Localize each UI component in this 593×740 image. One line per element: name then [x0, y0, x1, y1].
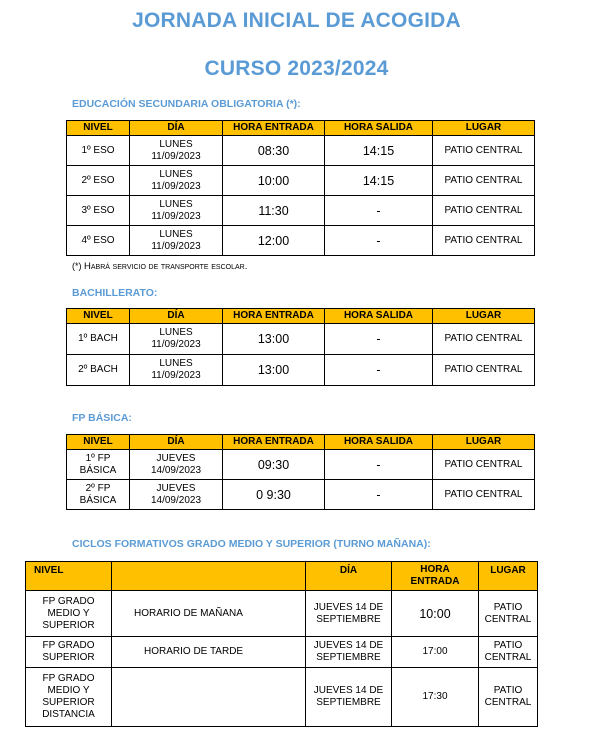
cell-nivel-line: SUPERIOR: [42, 619, 95, 631]
header-nivel: NIVEL: [67, 435, 130, 450]
cell-dia: [130, 324, 223, 355]
cell-salida: -: [325, 480, 433, 510]
cell-dia: [130, 196, 223, 226]
cell-nivel-line: FP GRADO: [42, 673, 95, 684]
cell-lugar: [479, 637, 538, 668]
cell-dia-date: 11/09/2023: [151, 180, 201, 192]
header-dia: DÍA: [130, 309, 223, 324]
cell-lugar-line: PATIO: [493, 685, 523, 696]
cell-salida: -: [325, 450, 433, 480]
section-heading-eso: EDUCACIÓN SECUNDARIA OBLIGATORIA (*):: [72, 98, 301, 110]
cell-horario: [112, 668, 306, 727]
cell-dia-weekday: LUNES: [159, 138, 193, 150]
cell-nivel: 1º BACH: [67, 324, 130, 355]
table-row: [67, 166, 535, 196]
cell-entrada: 0 9:30: [223, 480, 325, 510]
cell-nivel-line1: 2º FP: [85, 482, 111, 494]
header-dia: DÍA: [306, 562, 392, 591]
section-heading-bach: BACHILLERATO:: [72, 287, 158, 299]
section-heading-fpb: FP BÁSICA:: [72, 412, 132, 424]
cell-dia: [130, 450, 223, 480]
cell-dia-date: 11/09/2023: [151, 150, 201, 162]
header-nivel: NIVEL: [67, 121, 130, 136]
table-row: [26, 668, 538, 727]
cell-lugar: PATIO CENTRAL: [433, 480, 535, 510]
cell-nivel: [26, 668, 112, 727]
table-row: [67, 480, 535, 510]
cell-lugar: [479, 668, 538, 727]
cell-nivel-line1: 1º FP: [85, 452, 111, 464]
ciclos-table: [25, 561, 538, 727]
table-header-row: [67, 121, 535, 136]
cell-dia-date: 11/09/2023: [151, 240, 201, 252]
cell-nivel: [67, 480, 130, 510]
cell-nivel-line2: BÁSICA: [79, 494, 117, 506]
header-hora-line2: ENTRADA: [410, 576, 460, 587]
eso-table: [66, 120, 535, 256]
header-lugar: LUGAR: [433, 309, 535, 324]
header-hora-entrada: HORA ENTRADA: [223, 309, 325, 324]
cell-lugar-line: CENTRAL: [484, 613, 532, 625]
cell-entrada: 13:00: [223, 324, 325, 355]
section-heading-ciclos: CICLOS FORMATIVOS GRADO MEDIO Y SUPERIOR (TURNO MAÑANA):: [72, 538, 431, 550]
cell-dia-weekday: LUNES: [159, 168, 193, 180]
cell-dia: [306, 637, 392, 668]
cell-nivel: [26, 637, 112, 668]
cell-nivel: [67, 450, 130, 480]
header-horario: [112, 562, 306, 591]
cell-dia-weekday: JUEVES: [156, 482, 196, 494]
cell-entrada: 17:30: [392, 668, 479, 727]
cell-salida: -: [325, 226, 433, 256]
cell-dia-line: SEPTIEMBRE: [316, 613, 381, 625]
table-row: [26, 591, 538, 637]
header-hora-entrada: HORA ENTRADA: [223, 121, 325, 136]
page-title: JORNADA INICIAL DE ACOGIDA: [132, 9, 461, 32]
header-lugar: LUGAR: [479, 562, 538, 591]
table-header-row: [67, 435, 535, 450]
table-header-row: [67, 309, 535, 324]
cell-dia-line: SEPTIEMBRE: [316, 652, 381, 663]
cell-entrada: 17:00: [392, 637, 479, 668]
cell-nivel-line: FP GRADO: [42, 640, 95, 651]
cell-salida: 14:15: [325, 166, 433, 196]
cell-nivel-line: FP GRADO: [42, 595, 95, 607]
cell-dia-date: 11/09/2023: [151, 339, 201, 350]
cell-entrada: 11:30: [223, 196, 325, 226]
table-row: [67, 324, 535, 355]
page-subtitle: CURSO 2023/2024: [204, 57, 389, 80]
cell-nivel: [26, 591, 112, 637]
cell-nivel: 2º ESO: [67, 166, 130, 196]
cell-entrada: 10:00: [392, 591, 479, 637]
header-hora-line1: HORA: [420, 564, 450, 575]
cell-nivel: 1º ESO: [67, 136, 130, 166]
cell-dia: [130, 136, 223, 166]
cell-nivel-line: SUPERIOR: [42, 652, 95, 663]
cell-dia-line: JUEVES 14 DE: [313, 685, 384, 696]
cell-lugar: PATIO CENTRAL: [433, 324, 535, 355]
cell-lugar-line: CENTRAL: [484, 697, 532, 708]
cell-dia: [306, 668, 392, 727]
header-dia: DÍA: [130, 435, 223, 450]
cell-entrada: 10:00: [223, 166, 325, 196]
cell-lugar-line: PATIO: [493, 640, 523, 651]
cell-nivel: 3º ESO: [67, 196, 130, 226]
cell-lugar-line: PATIO: [493, 601, 523, 613]
cell-entrada: 08:30: [223, 136, 325, 166]
cell-dia: [130, 355, 223, 386]
table-row: [67, 136, 535, 166]
cell-dia: [130, 226, 223, 256]
cell-nivel-line: MEDIO Y: [47, 685, 90, 696]
cell-lugar: PATIO CENTRAL: [433, 136, 535, 166]
cell-salida: -: [325, 355, 433, 386]
cell-lugar: PATIO CENTRAL: [433, 450, 535, 480]
table-row: [67, 450, 535, 480]
cell-lugar-line: CENTRAL: [484, 652, 532, 663]
header-hora-entrada: [392, 562, 479, 591]
cell-dia-date: 14/09/2023: [150, 494, 202, 506]
header-hora-salida: HORA SALIDA: [325, 435, 433, 450]
cell-entrada: 13:00: [223, 355, 325, 386]
cell-dia-weekday: LUNES: [159, 358, 193, 369]
transport-note: [72, 261, 247, 272]
transport-note-prefix: (*): [72, 261, 84, 271]
table-row: [67, 355, 535, 386]
table-header-row: [26, 562, 538, 591]
cell-nivel-line2: BÁSICA: [79, 464, 117, 476]
cell-salida: 14:15: [325, 136, 433, 166]
cell-dia-weekday: LUNES: [159, 327, 193, 338]
cell-nivel-line: MEDIO Y: [47, 607, 90, 619]
cell-nivel: 4º ESO: [67, 226, 130, 256]
header-lugar: LUGAR: [433, 435, 535, 450]
cell-dia-line: SEPTIEMBRE: [316, 697, 381, 708]
cell-nivel: 2º BACH: [67, 355, 130, 386]
cell-horario: HORARIO DE TARDE: [112, 637, 306, 668]
cell-salida: -: [325, 196, 433, 226]
cell-lugar: PATIO CENTRAL: [433, 226, 535, 256]
cell-dia-line: JUEVES 14 DE: [313, 601, 384, 613]
cell-dia-line: JUEVES 14 DE: [313, 640, 384, 651]
cell-entrada: 12:00: [223, 226, 325, 256]
cell-nivel-line: DISTANCIA: [42, 709, 95, 720]
cell-lugar: PATIO CENTRAL: [433, 166, 535, 196]
cell-entrada: 09:30: [223, 450, 325, 480]
cell-lugar: [479, 591, 538, 637]
header-nivel: NIVEL: [26, 562, 112, 591]
header-hora-salida: HORA SALIDA: [325, 309, 433, 324]
cell-dia: [306, 591, 392, 637]
header-hora-entrada: HORA ENTRADA: [223, 435, 325, 450]
bach-table: [66, 308, 535, 386]
header-lugar: LUGAR: [433, 121, 535, 136]
cell-dia-date: 14/09/2023: [150, 464, 202, 476]
cell-dia-weekday: LUNES: [159, 198, 193, 210]
table-row: [67, 226, 535, 256]
header-hora-salida: HORA SALIDA: [325, 121, 433, 136]
cell-lugar: PATIO CENTRAL: [433, 355, 535, 386]
cell-dia-date: 11/09/2023: [151, 210, 201, 222]
cell-dia-date: 11/09/2023: [151, 370, 201, 381]
cell-nivel-line: SUPERIOR: [42, 697, 95, 708]
cell-salida: -: [325, 324, 433, 355]
table-row: [67, 196, 535, 226]
header-dia: DÍA: [130, 121, 223, 136]
fpb-table: [66, 434, 535, 510]
table-row: [26, 637, 538, 668]
cell-horario: HORARIO DE MAÑANA: [112, 591, 306, 637]
transport-note-text: Habrá servicio de transporte escolar.: [84, 261, 248, 272]
cell-dia: [130, 166, 223, 196]
cell-dia-weekday: LUNES: [159, 228, 193, 240]
cell-dia: [130, 480, 223, 510]
cell-lugar: PATIO CENTRAL: [433, 196, 535, 226]
cell-dia-weekday: JUEVES: [156, 452, 196, 464]
header-nivel: NIVEL: [67, 309, 130, 324]
